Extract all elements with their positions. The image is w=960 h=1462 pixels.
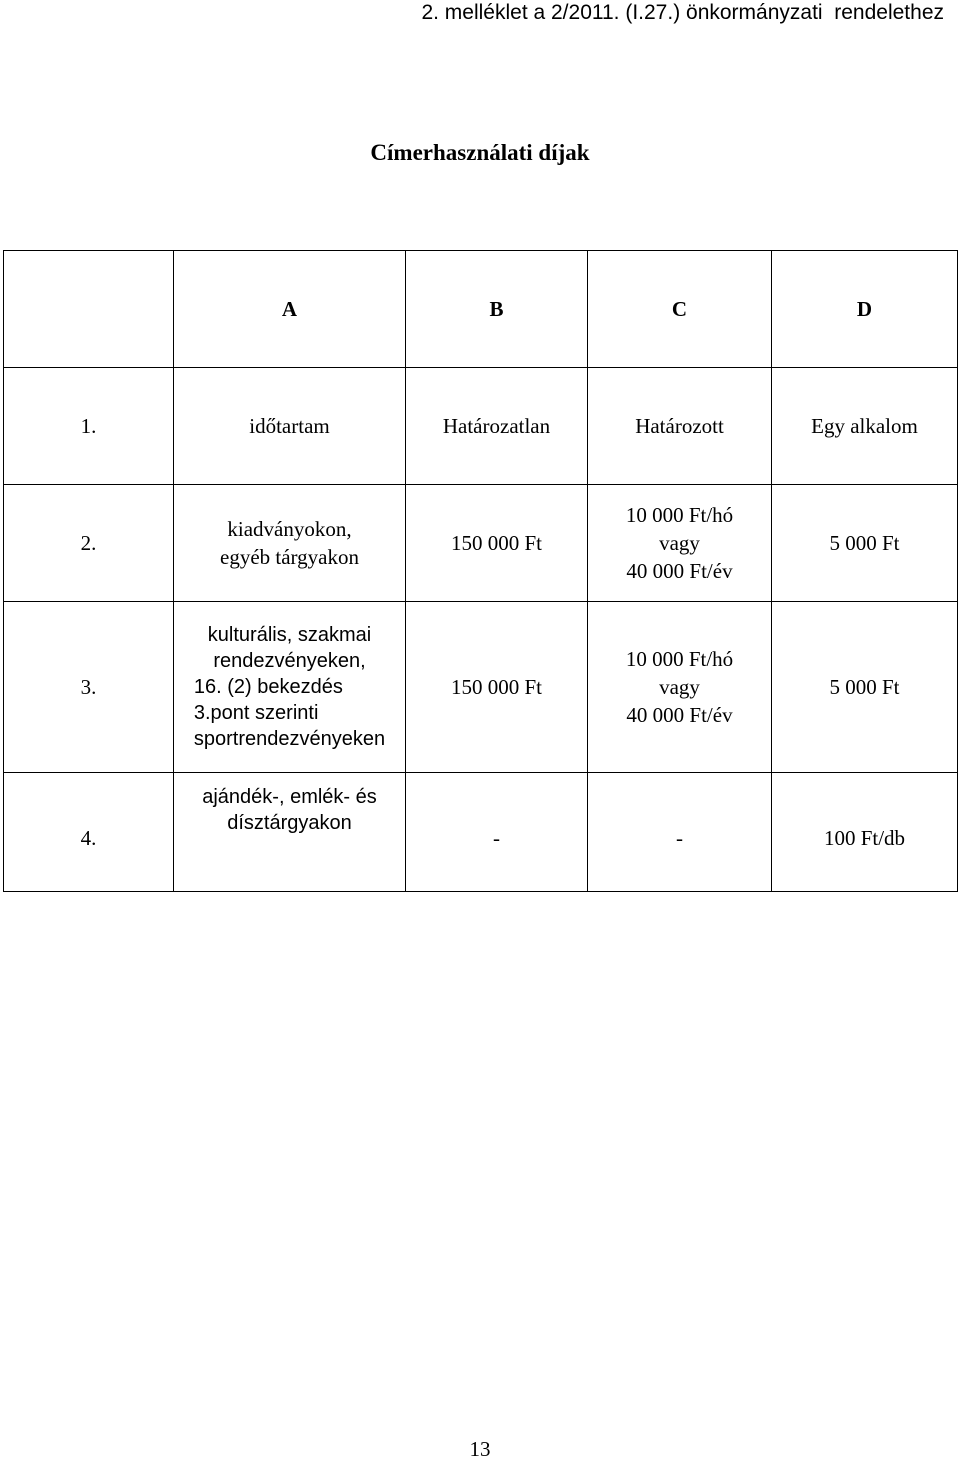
cell-c-line: 10 000 Ft/hó bbox=[625, 503, 734, 527]
header-cell-d: D bbox=[772, 251, 958, 368]
row-label-line: időtartam bbox=[249, 414, 330, 438]
cell-c-line: 40 000 Ft/év bbox=[626, 559, 733, 583]
cell-d bbox=[772, 368, 958, 485]
row-label-block bbox=[194, 622, 385, 752]
row-label-line: ajándék-, emlék- és bbox=[202, 786, 377, 808]
row-label bbox=[174, 773, 406, 892]
row-label-line: 3.pont szerinti bbox=[193, 702, 319, 724]
cell-b bbox=[406, 602, 588, 773]
cell-c bbox=[588, 368, 772, 485]
cell-c bbox=[588, 602, 772, 773]
cell-b-line: 150 000 Ft bbox=[450, 531, 542, 555]
cell-d-line: 5 000 Ft bbox=[829, 675, 900, 699]
table-row bbox=[4, 773, 958, 892]
table-row bbox=[4, 368, 958, 485]
row-label-line: rendezvényeken, bbox=[213, 650, 366, 672]
cell-b bbox=[406, 485, 588, 602]
cell-c-line: - bbox=[676, 826, 683, 850]
cell-c bbox=[588, 485, 772, 602]
header-cell-c: C bbox=[588, 251, 772, 368]
cell-c bbox=[588, 773, 772, 892]
cell-b bbox=[406, 368, 588, 485]
header-cell-a: A bbox=[174, 251, 406, 368]
row-label bbox=[174, 485, 406, 602]
annex-header: 2. melléklet a 2/2011. (I.27.) önkormányzati rendelethez bbox=[421, 1, 944, 24]
cell-b-line: - bbox=[493, 826, 500, 850]
row-number: 1. bbox=[4, 368, 174, 485]
cell-b bbox=[406, 773, 588, 892]
row-label-line: kulturális, szakmai bbox=[207, 624, 372, 646]
row-label-line: 16. (2) bekezdés bbox=[193, 676, 343, 698]
cell-d-line: 5 000 Ft bbox=[829, 531, 900, 555]
cell-b-line: 150 000 Ft bbox=[450, 675, 542, 699]
header-cell-num bbox=[4, 251, 174, 368]
row-number bbox=[4, 773, 174, 892]
cell-c-line: Határozott bbox=[635, 414, 724, 438]
page-number: 13 bbox=[469, 1437, 491, 1461]
cell-d-line: 100 Ft/db bbox=[823, 826, 906, 850]
cell-d bbox=[772, 602, 958, 773]
cell-c-line: vagy bbox=[659, 531, 700, 555]
header-cell-b: B bbox=[406, 251, 588, 368]
row-label bbox=[174, 368, 406, 485]
row-number-text: 4. bbox=[80, 826, 97, 850]
table-row bbox=[4, 485, 958, 602]
row-label-line: sportrendezvényeken bbox=[193, 728, 386, 750]
row-number: 3. bbox=[4, 602, 174, 773]
table-row bbox=[4, 602, 958, 773]
cell-d bbox=[772, 485, 958, 602]
row-number: 2. bbox=[4, 485, 174, 602]
cell-d-line: Egy alkalom bbox=[811, 414, 918, 438]
row-label-line: dísztárgyakon bbox=[227, 812, 352, 834]
cell-b-line: Határozatlan bbox=[442, 414, 551, 438]
cell-c-line: 10 000 Ft/hó bbox=[625, 647, 734, 671]
fee-table bbox=[3, 250, 958, 892]
table-header-row bbox=[4, 251, 958, 368]
cell-c-line: 40 000 Ft/év bbox=[626, 703, 733, 727]
cell-d bbox=[772, 773, 958, 892]
document-title: Címerhasználati díjak bbox=[370, 140, 590, 165]
row-label bbox=[174, 602, 406, 773]
row-label-line: kiadványokon, bbox=[227, 517, 352, 541]
row-label-line: egyéb tárgyakon bbox=[220, 545, 359, 569]
cell-c-line: vagy bbox=[659, 675, 700, 699]
row-label-block bbox=[178, 784, 401, 836]
